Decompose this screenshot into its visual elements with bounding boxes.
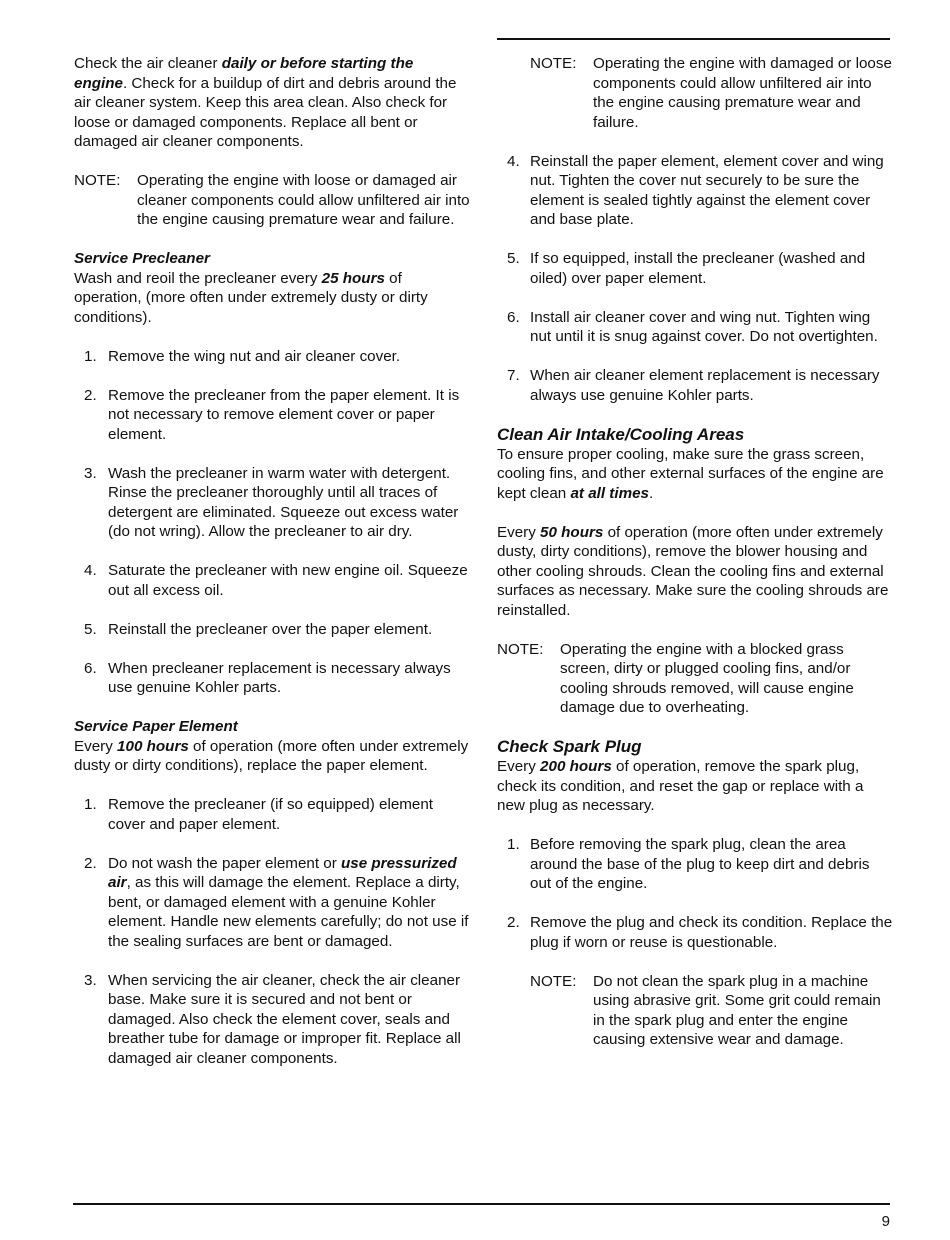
list-item: 1. Before removing the spark plug, clean the area around the base of the plug to keep dirt and debris out of the engine. (507, 836, 870, 892)
precleaner-steps (74, 347, 470, 698)
list-item: 4. Saturate the precleaner with new engine oil. Squeeze out all excess oil. (84, 562, 468, 599)
list-item: 3. When servicing the air cleaner, check the air cleaner base. Make sure it is secured and not bent or damaged. Also check the element cover, seals and breather tube for damage or improper fit. Replace all damaged air cleaner components. (84, 971, 461, 1067)
header-rule (497, 38, 890, 40)
list-item: 5. If so equipped, install the precleaner (washed and oiled) over paper element. (507, 250, 866, 287)
list-item: 6. Install air cleaner cover and wing nut. Tighten wing nut until it is snug against cover. Do not overtighten. (507, 308, 878, 345)
list-item: 2. Remove the plug and check its condition. Replace the plug if worn or reuse is questionable. (507, 914, 893, 951)
cooling-paragraph-1: To ensure proper cooling, make sure the grass screen, cooling fins, and other external surfaces of the engine are kept clean at all times. (497, 445, 884, 502)
list-item: 6. When precleaner replacement is necessary always use genuine Kohler parts. (84, 659, 451, 696)
footer-rule (73, 1203, 890, 1205)
heading-service-paper-element: Service Paper Element (74, 718, 238, 735)
heading-clean-air-intake: Clean Air Intake/Cooling Areas (497, 424, 745, 444)
list-item: 2. Do not wash the paper element or use pressurized air, as this will damage the element. Replace a dirty, bent, or damaged element with a genuine Kohler element. Handle new elements carefully; do not use if the sealing surfaces are bent or damaged. (84, 854, 469, 950)
paper-element-steps-continued (497, 152, 893, 406)
note-loose-components: NOTE: Operating the engine with loose or damaged air cleaner components could allow unfiltered air into the engine causing premature wear and failure. (74, 172, 470, 228)
note-damaged-components: NOTE: Operating the engine with damaged or loose components could allow unfiltered air into the engine causing premature wear and failure. (530, 55, 892, 131)
list-item: 5. Reinstall the precleaner over the paper element. (84, 620, 433, 638)
spark-plug-steps (497, 835, 893, 952)
paper-element-steps (74, 795, 470, 1068)
left-column (74, 54, 470, 1088)
note-overheating: NOTE: Operating the engine with a blocked grass screen, dirty or plugged cooling fins, and/or cooling shrouds removed, will cause engine damage due to overheating. (497, 640, 854, 716)
list-item: 7. When air cleaner element replacement is necessary always use genuine Kohler parts. (507, 367, 880, 404)
list-item: 3. Wash the precleaner in warm water with detergent. Rinse the precleaner thoroughly until all traces of detergent are eliminated. Squeeze out excess water (do not wring). Allow the precleaner to air dry. (84, 464, 459, 540)
list-item: 2. Remove the precleaner from the paper element. It is not necessary to remove element cover or paper element. (84, 386, 460, 443)
list-item: 1. Remove the wing nut and air cleaner cover. (84, 347, 401, 365)
right-column (497, 54, 893, 1069)
list-item: 4. Reinstall the paper element, element cover and wing nut. Tighten the cover nut securely to be sure the element is sealed tightly against the element cover and base plate. (507, 152, 884, 228)
precleaner-intro: Wash and reoil the precleaner every 25 hours of operation, (more often under extremely dusty or dirty conditions). (74, 269, 428, 326)
heading-check-spark-plug: Check Spark Plug (497, 737, 642, 756)
list-item: 1. Remove the precleaner (if so equipped) element cover and paper element. (84, 796, 434, 833)
note-abrasive-grit: NOTE: Do not clean the spark plug in a machine using abrasive grit. Some grit could remain in the spark plug and enter the engine causing extensive wear and damage. (530, 972, 881, 1048)
cooling-paragraph-2: Every 50 hours of operation (more often under extremely dusty, dirty conditions), remove the blower housing and other cooling shrouds. Clean the cooling fins and external surfaces as necessary. Make sure the cooling shrouds are reinstalled. (497, 523, 889, 619)
page-number: 9 (881, 1213, 890, 1230)
spark-plug-intro: Every 200 hours of operation, remove the spark plug, check its condition, and reset the gap or replace with a new plug as necessary. (497, 758, 864, 814)
heading-service-precleaner: Service Precleaner (74, 250, 210, 267)
air-cleaner-intro: Check the air cleaner daily or before starting the engine. Check for a buildup of dirt and debris around the air cleaner system. Keep this area clean. Also check for loose or damaged components. Replace all bent or damaged air cleaner components. (74, 55, 457, 150)
paper-element-intro: Every 100 hours of operation (more often under extremely dusty or dirty conditions), replace the paper element. (74, 737, 469, 774)
